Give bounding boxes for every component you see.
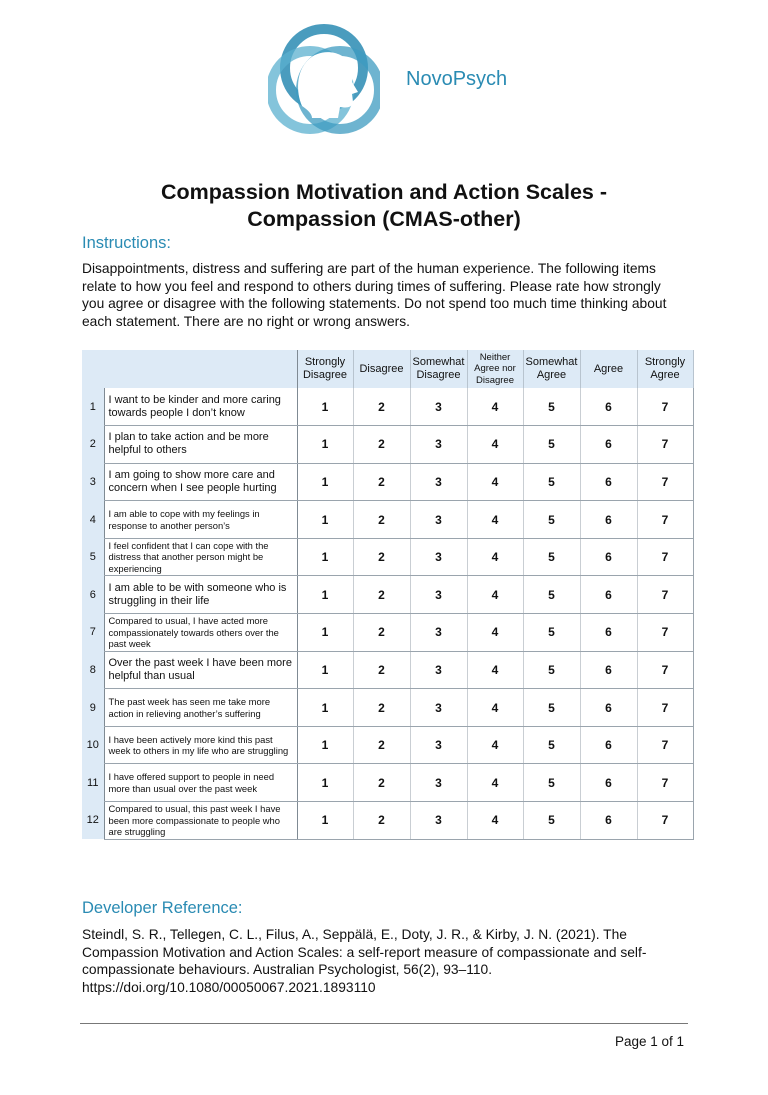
item-text: Compared to usual, I have acted more compassionately towards others over the past week: [104, 614, 297, 652]
column-header: Somewhat Agree: [523, 350, 580, 388]
rating-option[interactable]: 6: [580, 689, 637, 727]
item-number: 2: [82, 426, 104, 464]
rating-option[interactable]: 6: [580, 614, 637, 652]
rating-option[interactable]: 3: [410, 614, 467, 652]
rating-option[interactable]: 2: [353, 689, 410, 727]
rating-option[interactable]: 7: [637, 651, 693, 689]
instructions-heading: Instructions:: [82, 234, 171, 252]
rating-option[interactable]: 5: [523, 426, 580, 464]
rating-option[interactable]: 4: [467, 802, 523, 840]
rating-option[interactable]: 1: [297, 538, 353, 576]
item-number: 10: [82, 726, 104, 764]
rating-option[interactable]: 3: [410, 689, 467, 727]
column-header: Somewhat Disagree: [410, 350, 467, 388]
rating-option[interactable]: 2: [353, 576, 410, 614]
rating-option[interactable]: 4: [467, 726, 523, 764]
rating-option[interactable]: 5: [523, 576, 580, 614]
rating-option[interactable]: 5: [523, 802, 580, 840]
rating-option[interactable]: 1: [297, 689, 353, 727]
item-text: I am going to show more care and concern when I see people hurting: [104, 463, 297, 501]
table-row: [82, 538, 693, 576]
rating-option[interactable]: 2: [353, 726, 410, 764]
item-number: 3: [82, 463, 104, 501]
rating-option[interactable]: 4: [467, 426, 523, 464]
title-line-2: Compassion (CMAS-other): [247, 207, 521, 231]
column-header: Strongly Disagree: [297, 350, 353, 388]
rating-option[interactable]: 4: [467, 501, 523, 539]
rating-option[interactable]: 5: [523, 538, 580, 576]
rating-option[interactable]: 7: [637, 726, 693, 764]
rating-option[interactable]: 4: [467, 463, 523, 501]
rating-option[interactable]: 7: [637, 463, 693, 501]
rating-option[interactable]: 3: [410, 463, 467, 501]
head-silhouette-in-interlocking-circles-logo: [268, 22, 380, 134]
item-text: I plan to take action and be more helpful to others: [104, 426, 297, 464]
item-text: I have offered support to people in need more than usual over the past week: [104, 764, 297, 802]
rating-option[interactable]: 5: [523, 388, 580, 426]
reference-text: Steindl, S. R., Tellegen, C. L., Filus, A., Seppälä, E., Doty, J. R., & Kirby, J. N. (2021). The Compassion Motivation and Action Scales: a self-report measure of compassionate and self-compassionate behaviours. Australian Psychologist, 56(2), 93–110. https://doi.org/10.1080/00050067.2021.1893110: [82, 927, 647, 995]
rating-option[interactable]: 4: [467, 764, 523, 802]
rating-option[interactable]: 6: [580, 538, 637, 576]
document-title: [0, 179, 768, 233]
brand-name: NovoPsych: [406, 68, 508, 90]
rating-option[interactable]: 7: [637, 501, 693, 539]
item-text: Compared to usual, this past week I have been more compassionate to people who are struggling: [104, 802, 297, 840]
table-row: [82, 802, 693, 840]
rating-option[interactable]: 2: [353, 651, 410, 689]
rating-option[interactable]: 3: [410, 576, 467, 614]
rating-option[interactable]: 1: [297, 501, 353, 539]
rating-option[interactable]: 5: [523, 463, 580, 501]
rating-option[interactable]: 5: [523, 726, 580, 764]
rating-option[interactable]: 4: [467, 689, 523, 727]
rating-option[interactable]: 5: [523, 689, 580, 727]
rating-option[interactable]: 5: [523, 764, 580, 802]
header-blank-item: [104, 350, 297, 388]
rating-option[interactable]: 2: [353, 388, 410, 426]
rating-option[interactable]: 4: [467, 388, 523, 426]
table-row: [82, 426, 693, 464]
rating-option[interactable]: 7: [637, 388, 693, 426]
rating-option[interactable]: 7: [637, 576, 693, 614]
rating-option[interactable]: 3: [410, 764, 467, 802]
rating-option[interactable]: 7: [637, 538, 693, 576]
rating-option[interactable]: 6: [580, 576, 637, 614]
table-row: [82, 576, 693, 614]
item-text: I feel confident that I can cope with the distress that another person might be experiencing: [104, 538, 297, 576]
rating-option[interactable]: 1: [297, 463, 353, 501]
rating-option[interactable]: 1: [297, 764, 353, 802]
rating-option[interactable]: 6: [580, 463, 637, 501]
rating-option[interactable]: 2: [353, 802, 410, 840]
column-header: Strongly Agree: [637, 350, 693, 388]
rating-option[interactable]: 3: [410, 726, 467, 764]
novopsych-logo: [268, 22, 380, 134]
item-number: 11: [82, 764, 104, 802]
rating-option[interactable]: 1: [297, 726, 353, 764]
page-number: Page 1 of 1: [614, 1034, 684, 1049]
item-text: The past week has seen me take more action in relieving another’s suffering: [104, 689, 297, 727]
rating-option[interactable]: 2: [353, 614, 410, 652]
rating-option[interactable]: 3: [410, 538, 467, 576]
item-number: 9: [82, 689, 104, 727]
rating-option[interactable]: 2: [353, 426, 410, 464]
rating-option[interactable]: 6: [580, 726, 637, 764]
rating-option[interactable]: 2: [353, 463, 410, 501]
rating-option[interactable]: 2: [353, 764, 410, 802]
instructions-text: Disappointments, distress and suffering are part of the human experience. The following items relate to how you feel and respond to others during times of suffering. Please rate how strongly you agree or disagree with the following statements. Do not spend too much time thinking about each statement. There are no right or wrong answers.: [82, 261, 667, 329]
title-line-1: Compassion Motivation and Action Scales -: [161, 180, 607, 204]
rating-option[interactable]: 1: [297, 576, 353, 614]
table-row: [82, 764, 693, 802]
rating-option[interactable]: 2: [353, 501, 410, 539]
rating-option[interactable]: 4: [467, 576, 523, 614]
rating-option[interactable]: 1: [297, 614, 353, 652]
column-header: Agree: [580, 350, 637, 388]
rating-option[interactable]: 3: [410, 651, 467, 689]
rating-option[interactable]: 7: [637, 802, 693, 840]
table-row: [82, 651, 693, 689]
rating-option[interactable]: 6: [580, 501, 637, 539]
item-number: 12: [82, 802, 104, 840]
rating-option[interactable]: 5: [523, 614, 580, 652]
table-row: [82, 614, 693, 652]
rating-option[interactable]: 5: [523, 501, 580, 539]
rating-option[interactable]: 3: [410, 388, 467, 426]
table-row: [82, 501, 693, 539]
rating-option[interactable]: 6: [580, 388, 637, 426]
item-number: 8: [82, 651, 104, 689]
rating-option[interactable]: 4: [467, 651, 523, 689]
table-row: [82, 689, 693, 727]
rating-option[interactable]: 2: [353, 538, 410, 576]
reference-heading: Developer Reference:: [82, 899, 243, 917]
table-header-row: [82, 350, 693, 388]
table-row: [82, 463, 693, 501]
rating-option[interactable]: 1: [297, 651, 353, 689]
item-text: I am able to cope with my feelings in response to another person’s: [104, 501, 297, 539]
rating-option[interactable]: 3: [410, 426, 467, 464]
rating-option[interactable]: 7: [637, 426, 693, 464]
rating-option[interactable]: 5: [523, 651, 580, 689]
rating-option[interactable]: 7: [637, 689, 693, 727]
item-number: 5: [82, 538, 104, 576]
rating-option[interactable]: 3: [410, 802, 467, 840]
item-text: Over the past week I have been more helpful than usual: [104, 651, 297, 689]
rating-option[interactable]: 7: [637, 764, 693, 802]
column-header: Disagree: [353, 350, 410, 388]
rating-option[interactable]: 3: [410, 501, 467, 539]
rating-option[interactable]: 1: [297, 802, 353, 840]
rating-option[interactable]: 6: [580, 802, 637, 840]
header-blank-number: [82, 350, 104, 388]
rating-option[interactable]: 4: [467, 538, 523, 576]
rating-scale-table: [82, 350, 694, 840]
rating-option[interactable]: 6: [580, 426, 637, 464]
footer-divider: [80, 1023, 688, 1024]
column-header: Neither Agree nor Disagree: [467, 350, 523, 388]
item-number: 1: [82, 388, 104, 426]
item-text: I have been actively more kind this past week to others in my life who are struggling: [104, 726, 297, 764]
rating-option[interactable]: 6: [580, 651, 637, 689]
item-number: 4: [82, 501, 104, 539]
item-number: 7: [82, 614, 104, 652]
item-number: 6: [82, 576, 104, 614]
item-text: I want to be kinder and more caring towards people I don’t know: [104, 388, 297, 426]
rating-option[interactable]: 4: [467, 614, 523, 652]
item-text: I am able to be with someone who is struggling in their life: [104, 576, 297, 614]
rating-option[interactable]: 1: [297, 426, 353, 464]
table-row: [82, 726, 693, 764]
rating-option[interactable]: 1: [297, 388, 353, 426]
rating-option[interactable]: 6: [580, 764, 637, 802]
rating-option[interactable]: 7: [637, 614, 693, 652]
table-row: [82, 388, 693, 426]
